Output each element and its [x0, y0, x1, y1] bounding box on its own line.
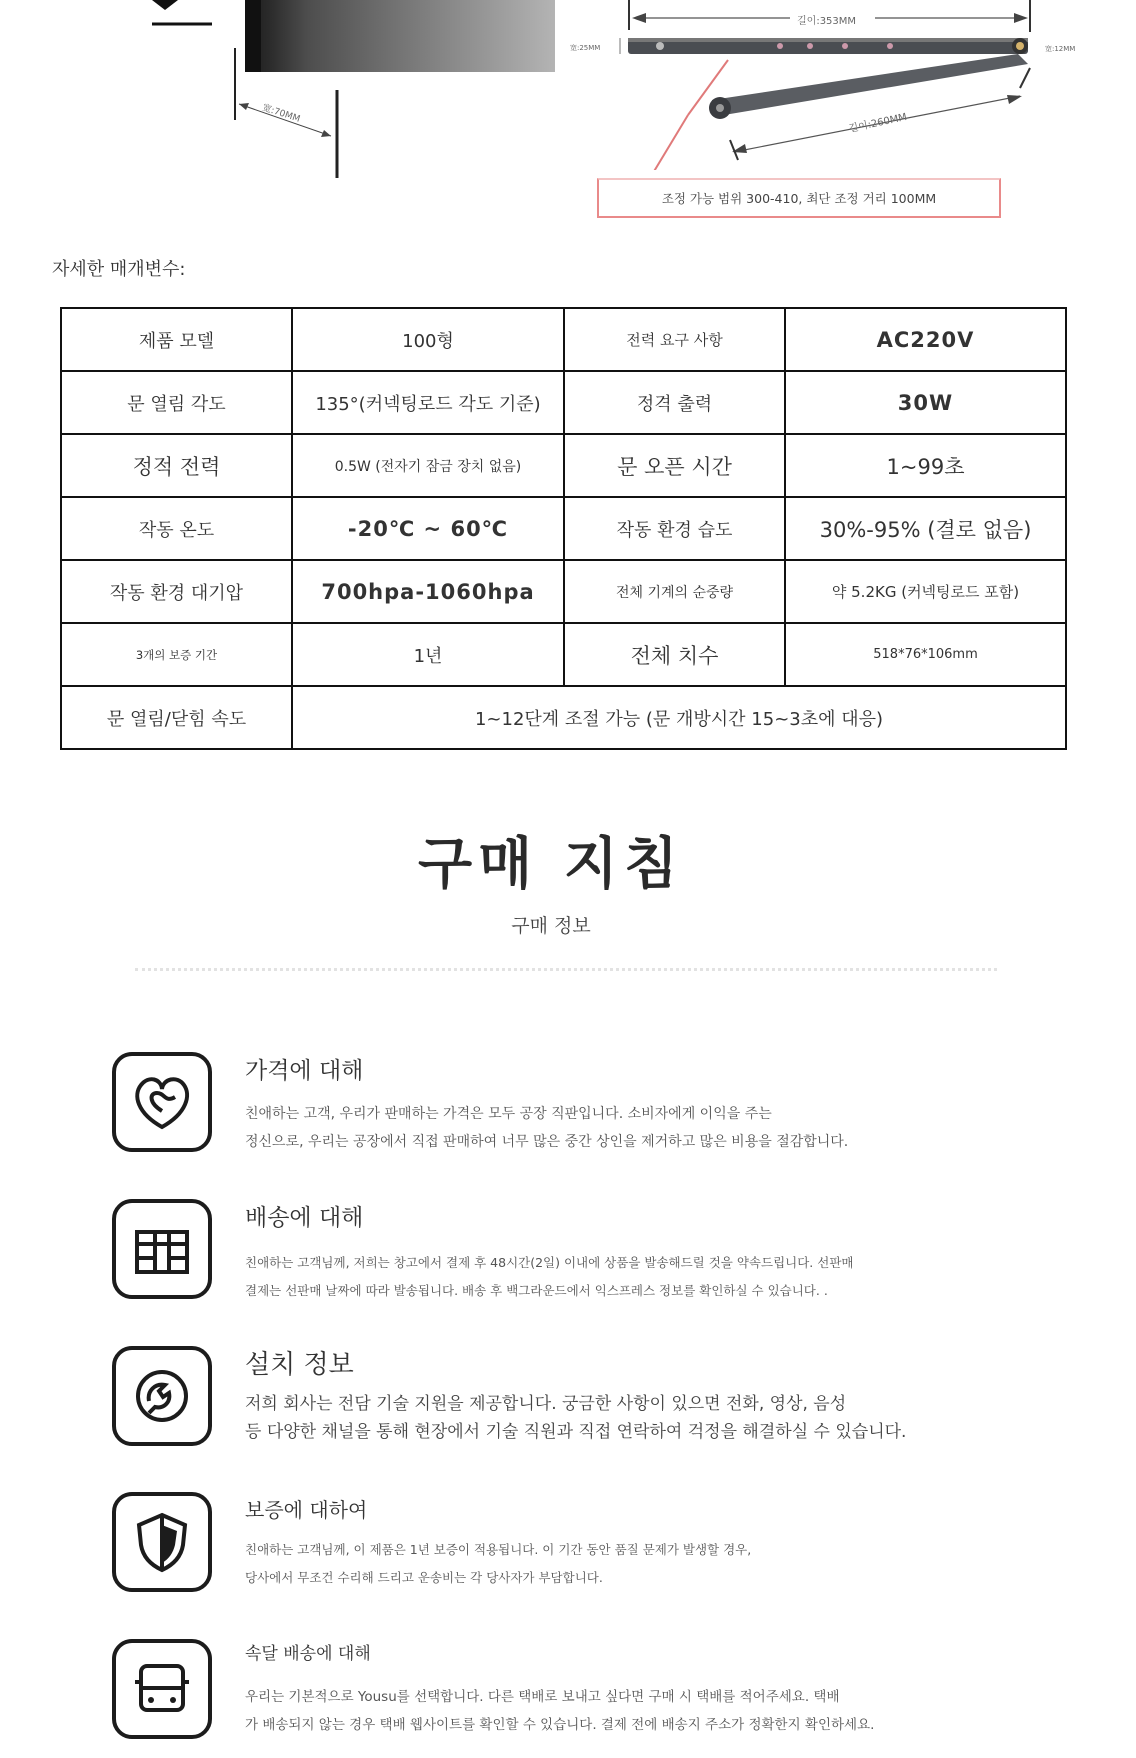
item-text-line: 정신으로, 우리는 공장에서 직접 판매하여 너무 많은 중간 상인을 제거하고 많은 비용을 절감합니다.	[245, 1134, 849, 1150]
spec-label: 전체 치수	[564, 623, 785, 686]
table-row	[61, 623, 1066, 686]
wrench-icon	[112, 1346, 212, 1446]
item-text	[245, 1100, 1065, 1156]
spec-table	[60, 307, 1067, 750]
spec-label: 문 오픈 시간	[564, 434, 785, 497]
spec-label: 문 열림/닫힘 속도	[61, 686, 292, 749]
spec-label: 문 열림 각도	[61, 371, 292, 434]
divider	[135, 968, 997, 971]
item-text-line: 우리는 기본적으로 Yousu를 선택합니다. 다른 택배로 보내고 싶다면 구매 시 택배를 적어주세요. 택배	[245, 1689, 840, 1705]
spec-value: AC220V	[785, 308, 1066, 371]
product-dimension-diagram	[0, 0, 1136, 230]
item-text	[245, 1390, 1065, 1446]
arm-length-bottom-label: 길이:260MM	[847, 111, 908, 135]
item-text-line: 가 배송되지 않는 경우 택배 웹사이트를 확인할 수 있습니다. 결제 전에 배송지 주소가 정확한지 확인하세요.	[245, 1717, 875, 1733]
truck-icon	[112, 1639, 212, 1739]
spec-label: 제품 모델	[61, 308, 292, 371]
depth-dimension-label: 宽:70MM	[260, 103, 302, 125]
arm-width-right-label: 宽:12MM	[1045, 45, 1076, 53]
item-text-line: 친애하는 고객, 우리가 판매하는 가격은 모두 공장 직판입니다. 소비자에게 이익을 주는	[245, 1106, 772, 1122]
item-title: 가격에 대해	[245, 1058, 364, 1084]
spec-value: 100형	[292, 308, 564, 371]
item-title: 보증에 대하여	[245, 1498, 368, 1522]
table-row	[61, 497, 1066, 560]
item-title: 배송에 대해	[245, 1205, 364, 1231]
spec-value: 1~99초	[785, 434, 1066, 497]
spec-value: 약 5.2KG (커넥팅로드 포함)	[785, 560, 1066, 623]
spec-label: 작동 환경 습도	[564, 497, 785, 560]
params-heading: 자세한 매개변수:	[52, 259, 186, 280]
spec-value: 30W	[785, 371, 1066, 434]
spec-value: 0.5W (전자기 잠금 장치 없음)	[292, 434, 564, 497]
item-text-line: 등 다양한 채널을 통해 현장에서 기술 직원과 직접 연락하여 걱정을 해결하실 수 있습니다.	[245, 1422, 907, 1442]
table-row	[61, 371, 1066, 434]
spec-value: 1~12단계 조절 가능 (문 개방시간 15~3초에 대응)	[292, 686, 1066, 749]
item-title: 속달 배송에 대해	[245, 1644, 371, 1664]
item-text-line: 친애하는 고객님께, 저희는 창고에서 결제 후 48시간(2일) 이내에 상품을 발송해드릴 것을 약속드립니다. 선판매	[245, 1255, 854, 1270]
heart-icon	[112, 1052, 212, 1152]
spec-label: 정적 전력	[61, 434, 292, 497]
spec-value: 1년	[292, 623, 564, 686]
spec-label: 전력 요구 사항	[564, 308, 785, 371]
item-title: 설치 정보	[245, 1350, 354, 1380]
spec-label: 작동 환경 대기압	[61, 560, 292, 623]
item-text-line: 당사에서 무조건 수리해 드리고 운송비는 각 당사자가 부담합니다.	[245, 1570, 603, 1585]
guide-title: 구매 지침	[418, 832, 684, 897]
table-row	[61, 434, 1066, 497]
item-text	[245, 1249, 1065, 1305]
item-text-line: 저희 회사는 전담 기술 지원을 제공합니다. 궁금한 사항이 있으면 전화, 영상, 음성	[245, 1394, 847, 1414]
spec-value: 135°(커넥팅로드 각도 기준)	[292, 371, 564, 434]
guide-subtitle: 구매 정보	[511, 915, 591, 937]
spec-value: 518*76*106mm	[785, 623, 1066, 686]
spec-label: 작동 온도	[61, 497, 292, 560]
spec-label: 전체 기계의 순중량	[564, 560, 785, 623]
arm-width-left-label: 宽:25MM	[570, 44, 601, 52]
table-row	[61, 560, 1066, 623]
table-row	[61, 308, 1066, 371]
spec-value: 700hpa-1060hpa	[292, 560, 564, 623]
shield-icon	[112, 1492, 212, 1592]
spec-value: -20℃ ~ 60℃	[292, 497, 564, 560]
arm-length-label: 길이:353MM	[797, 16, 857, 27]
spec-label: 정격 출력	[564, 371, 785, 434]
box-icon	[112, 1199, 212, 1299]
adjustment-range-callout: 조정 가능 범위 300-410, 최단 조정 거리 100MM	[597, 178, 1001, 218]
item-text	[245, 1683, 1065, 1739]
item-text	[245, 1536, 1065, 1592]
spec-value: 30%-95% (결로 없음)	[785, 497, 1066, 560]
item-text-line: 친애하는 고객님께, 이 제품은 1년 보증이 적용됩니다. 이 기간 동안 품질 문제가 발생할 경우,	[245, 1542, 752, 1557]
table-row	[61, 686, 1066, 749]
spec-label: 3개의 보증 기간	[61, 623, 292, 686]
down-arrow-icon	[118, 0, 218, 30]
item-text-line: 결제는 선판매 날짜에 따라 발송됩니다. 배송 후 백그라운드에서 익스프레스 정보를 확인하실 수 있습니다. .	[245, 1283, 828, 1298]
